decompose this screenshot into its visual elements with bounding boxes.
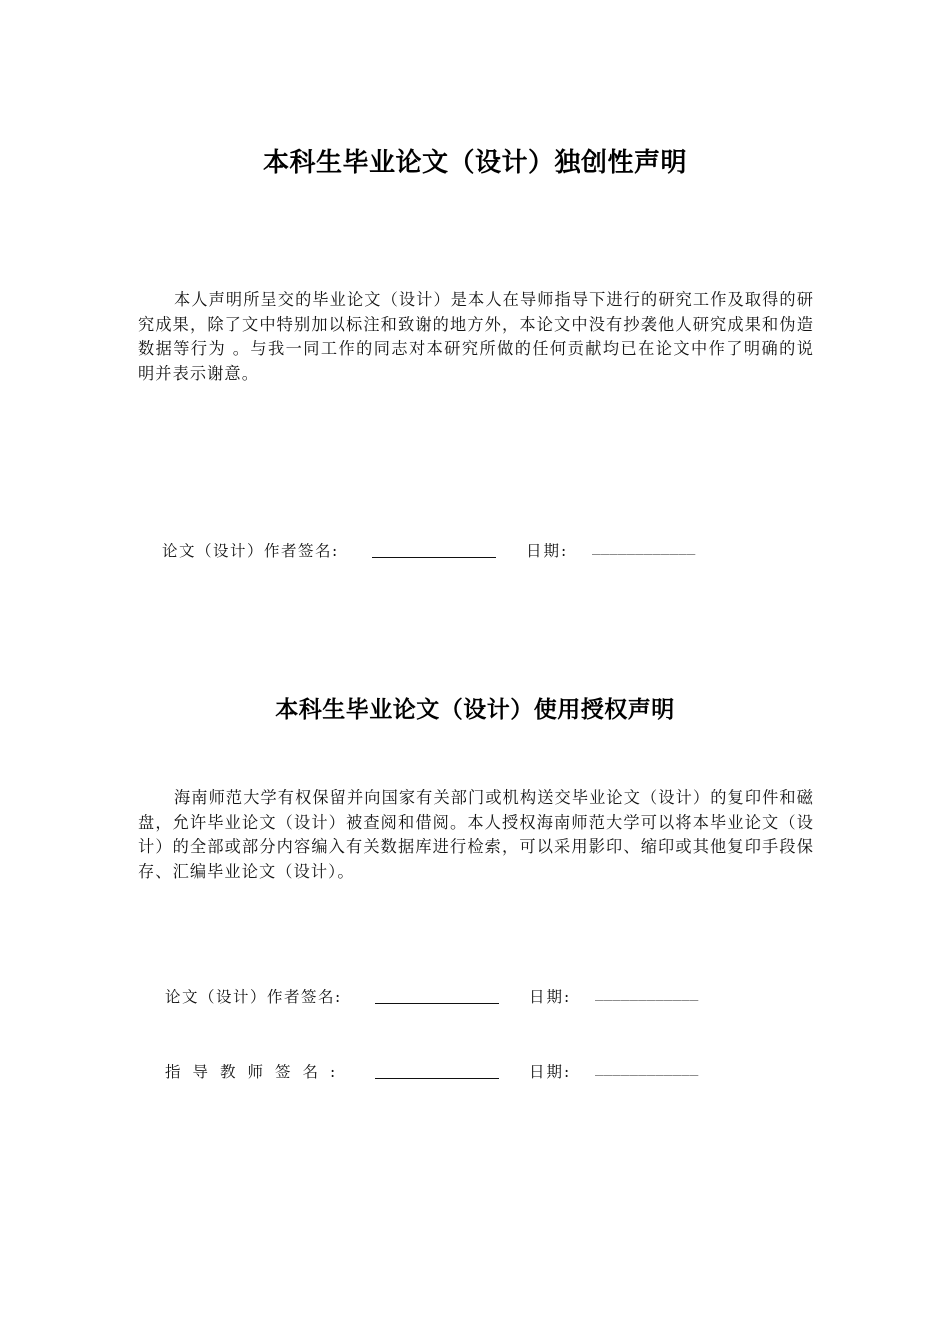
originality-declaration-body: 本人声明所呈交的毕业论文（设计）是本人在导师指导下进行的研究工作及取得的研究成果，除了文中特别加以标注和致谢的地方外，本论文中没有抄袭他人研究成果和伪造数据等行为 。与我一同工作的同志对本研究所做的任何贡献均已在论文中作了明确的说明并表示谢意。 bbox=[138, 290, 814, 383]
author-signature-label: 论文（设计）作者签名: bbox=[162, 542, 339, 560]
date-field[interactable]: ____________ bbox=[595, 985, 699, 1001]
authorization-declaration-title: 本科生毕业论文（设计）使用授权声明 bbox=[275, 697, 675, 723]
author-signature-label: 论文（设计）作者签名: bbox=[165, 988, 342, 1006]
date-field[interactable]: ____________ bbox=[595, 1060, 699, 1076]
advisor-signature-line[interactable] bbox=[375, 1078, 499, 1079]
date-label: 日期: bbox=[529, 1063, 572, 1081]
author-signature-line[interactable] bbox=[375, 1003, 499, 1004]
date-label: 日期: bbox=[526, 542, 569, 560]
authorization-author-signature-row bbox=[0, 985, 950, 1009]
date-label: 日期: bbox=[529, 988, 572, 1006]
advisor-signature-label: 指导教师签名: bbox=[165, 1063, 348, 1081]
advisor-signature-row bbox=[0, 1060, 950, 1084]
author-signature-line[interactable] bbox=[372, 557, 496, 558]
authorization-declaration-body: 海南师范大学有权保留并向国家有关部门或机构送交毕业论文（设计）的复印件和磁盘，允许毕业论文（设计）被查阅和借阅。本人授权海南师范大学可以将本毕业论文（设计）的全部或部分内容编入有关数据库进行检索，可以采用影印、缩印或其他复印手段保存、汇编毕业论文（设计）。 bbox=[138, 788, 814, 881]
originality-signature-row bbox=[0, 539, 950, 563]
date-field[interactable]: ____________ bbox=[592, 539, 696, 555]
originality-declaration-title: 本科生毕业论文（设计）独创性声明 bbox=[262, 148, 687, 178]
